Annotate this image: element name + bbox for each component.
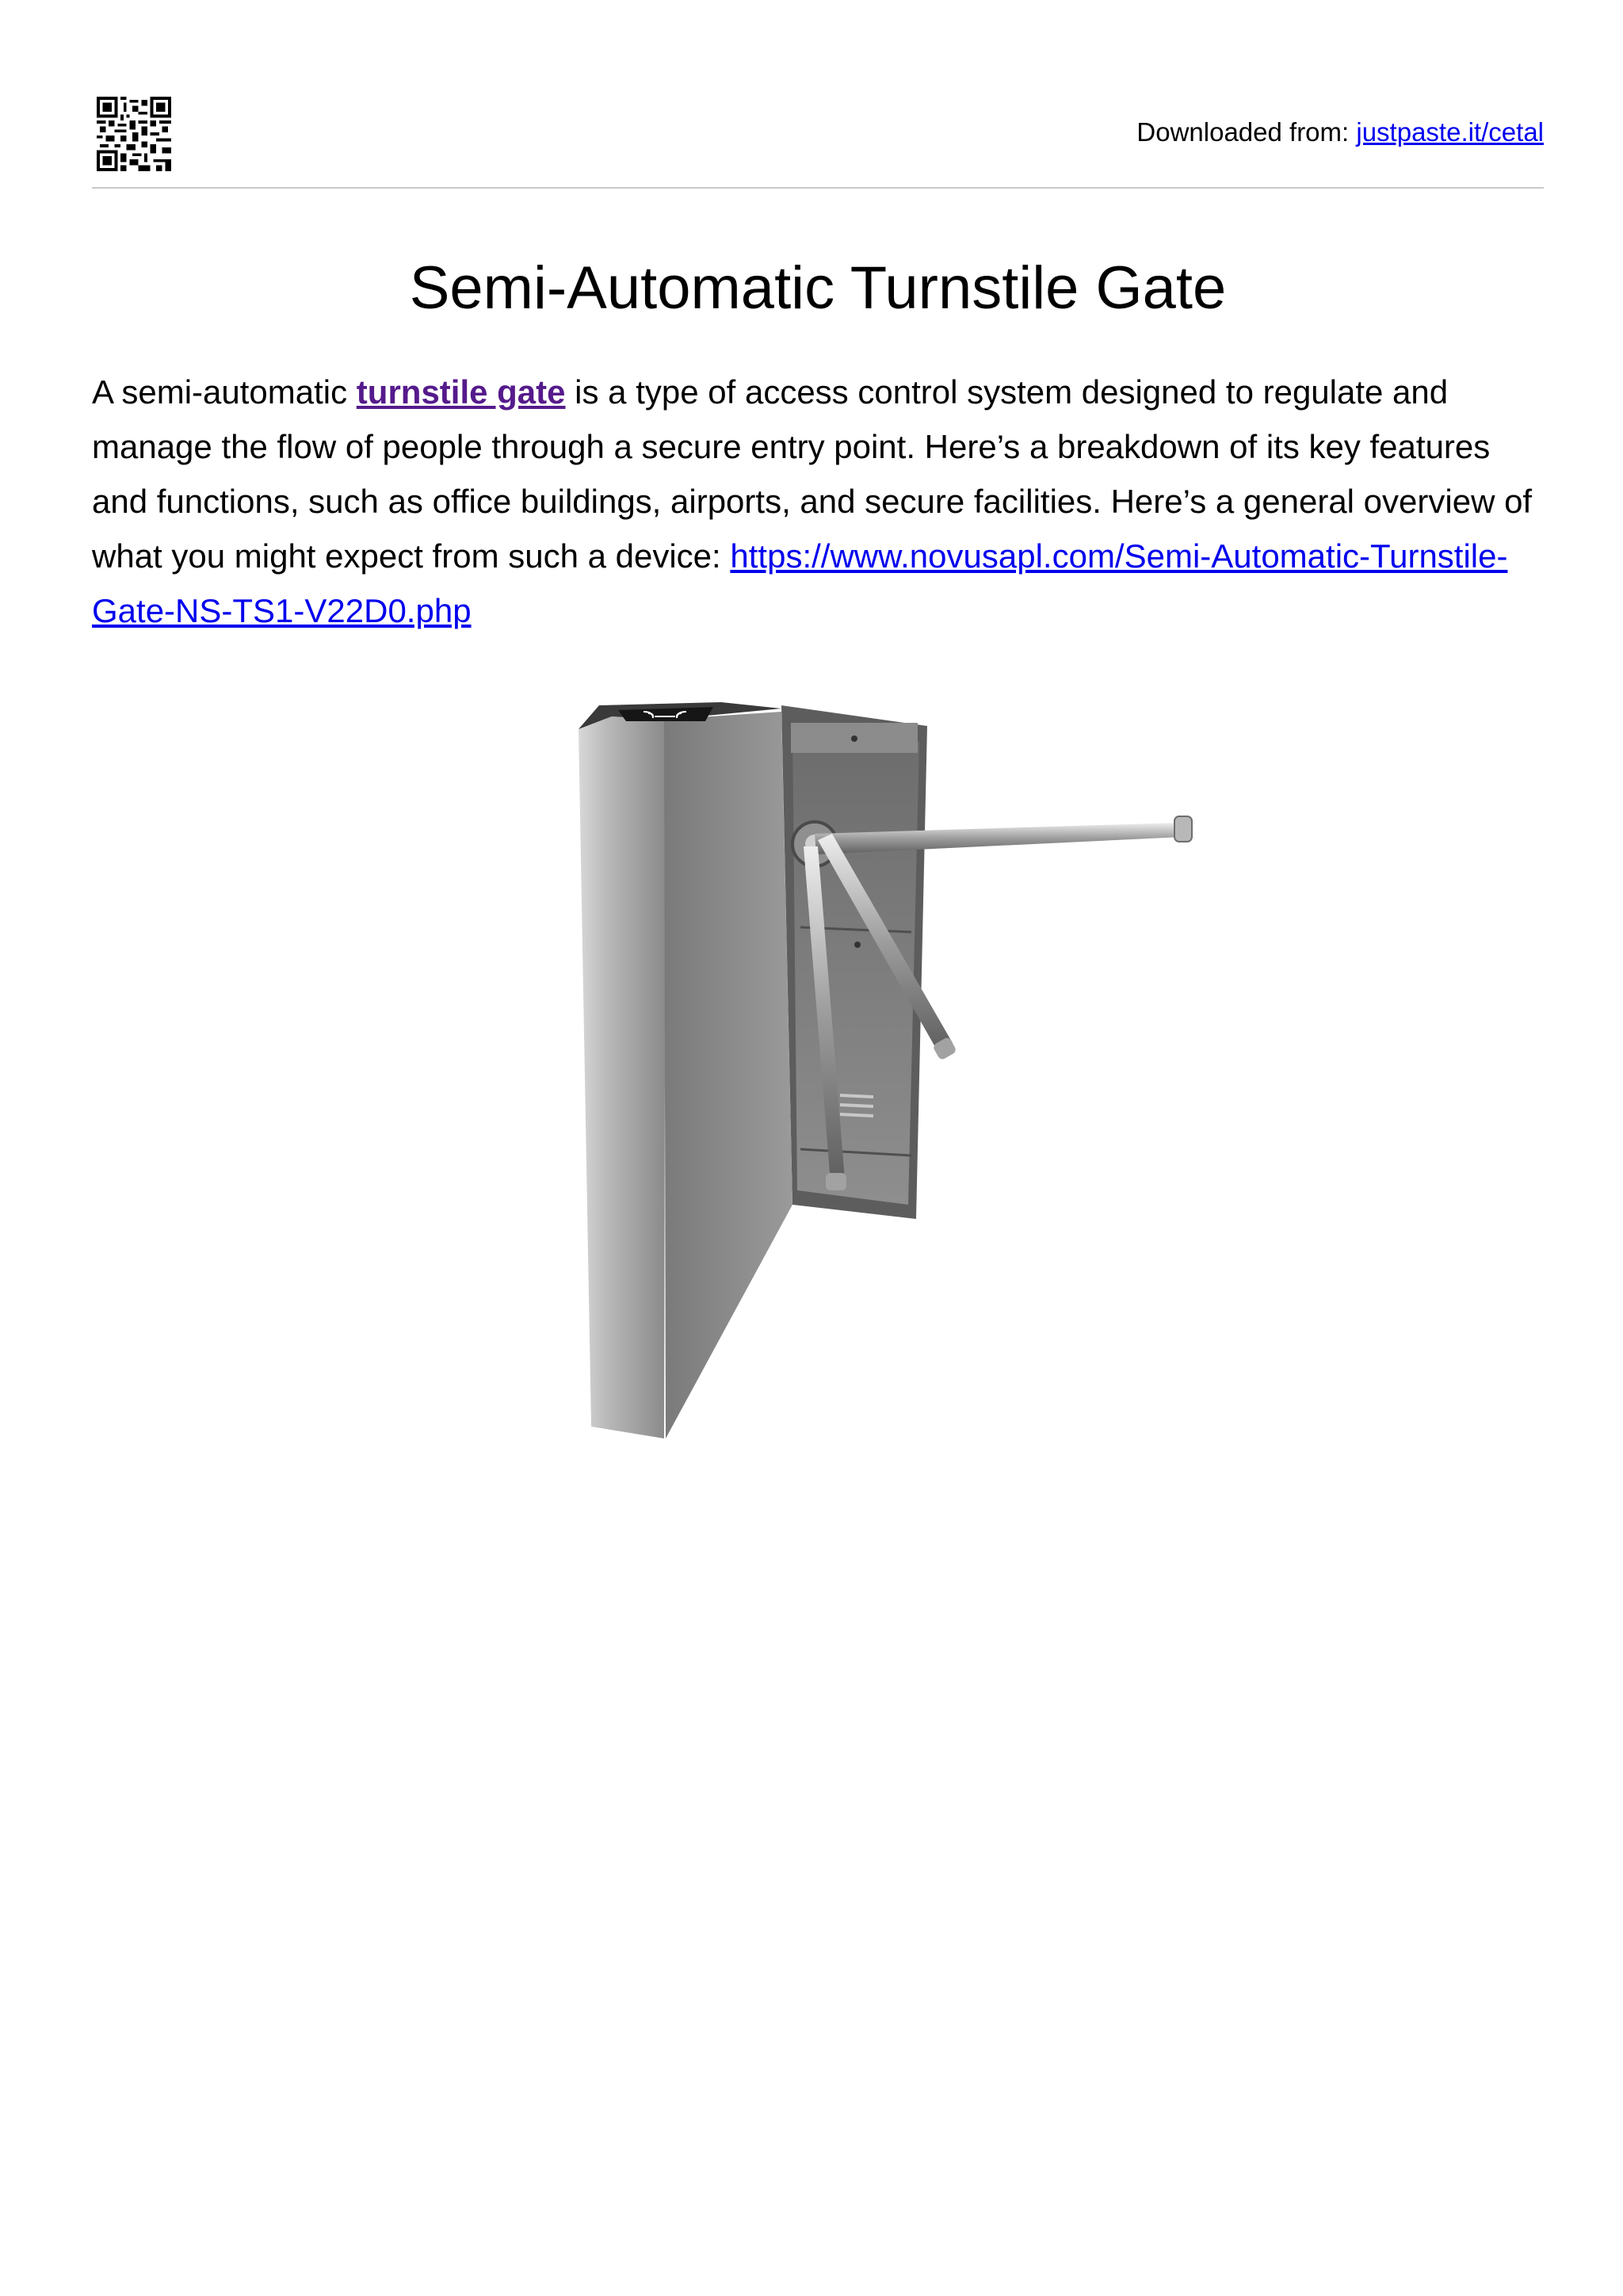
- page-title: Semi-Automatic Turnstile Gate: [409, 254, 1227, 322]
- intro-text-start: A semi-automatic: [92, 373, 357, 411]
- intro-paragraph: [92, 365, 1550, 638]
- qr-code-icon: [97, 97, 171, 171]
- page-header: [92, 95, 1544, 189]
- download-source: [1136, 117, 1544, 147]
- turnstile-gate-image: [563, 697, 1197, 1442]
- product-url-link[interactable]: https://www.novusapl.com/Semi-Automatic-Turnstile-Gate-NS-TS1-V22D0.php: [92, 537, 1508, 629]
- turnstile-gate-link[interactable]: turnstile gate: [356, 373, 566, 411]
- download-label: Downloaded from:: [1136, 117, 1357, 147]
- intro-text-body: is a type of access control system designed to regulate and manage the flow of people through a secure entry point. Here’s a breakdown of its key features and functions, such as office buildings, airports, and secure facilities. Here’s a general overview of what you might expect from such a device:: [92, 373, 1533, 575]
- source-link[interactable]: justpaste.it/cetal: [1356, 117, 1544, 147]
